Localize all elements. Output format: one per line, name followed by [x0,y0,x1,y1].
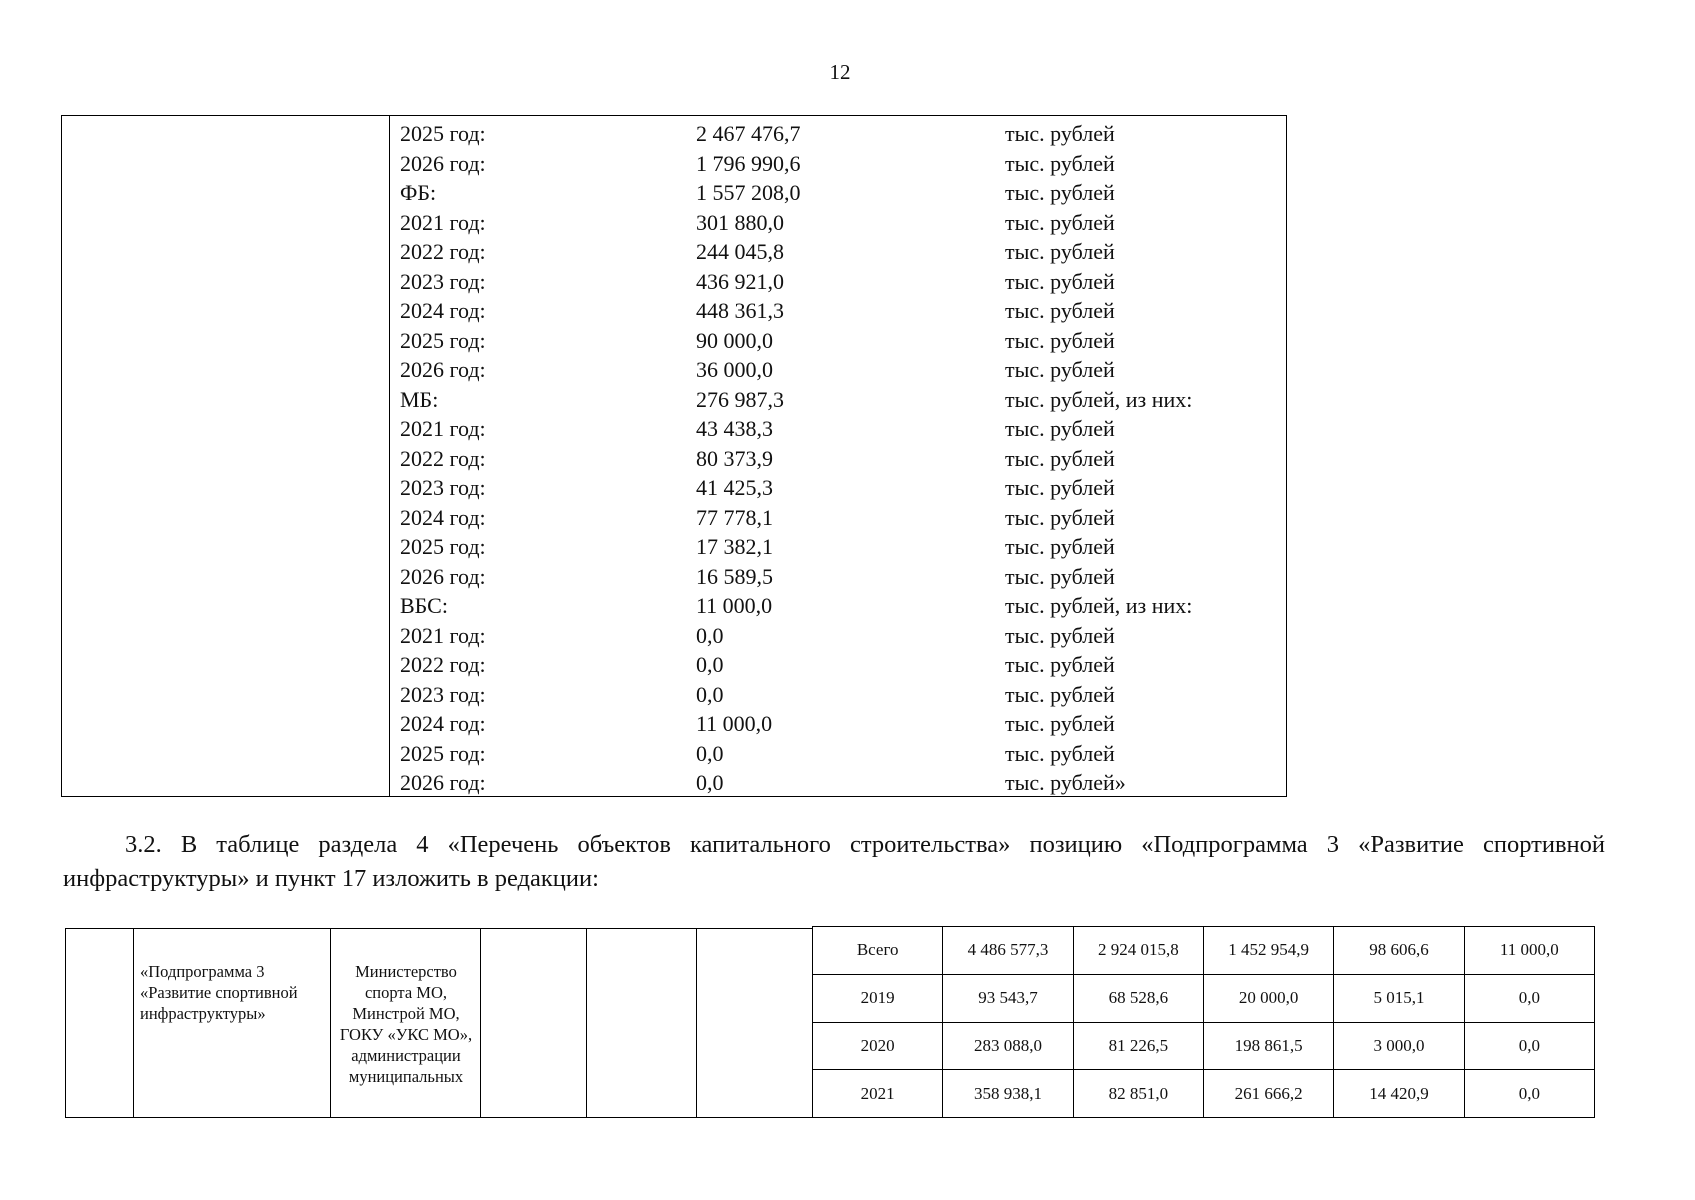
row-unit: тыс. рублей, из них: [1005,386,1193,412]
subprogram-name: «Подпрограмма 3 «Развитие спортивной инфраструктуры» [140,962,298,1023]
row-unit: тыс. рублей, из них: [1005,593,1193,618]
cell-vbs: 0,0 [1464,1022,1594,1070]
cell-vbs: 11 000,0 [1464,927,1594,975]
row-unit: тыс. рублей [1005,416,1115,441]
row-label: 2026 год: [400,770,486,795]
row-unit: тыс. рублей [1005,534,1115,559]
financing-row [400,326,1286,356]
financing-row [400,768,1286,798]
row-value: 436 921,0 [696,268,784,294]
amendment-paragraph-text: 3.2. В таблице раздела 4 «Перечень объектов капитального строительства» позицию «Подпрограмма 3 «Развитие спортивной инфраструктуры» и пункт 17 изложить в редакции: [63,831,1605,892]
executors-cell: Министерство спорта МО, Минстрой МО, ГОКУ «УКС МО», администрации муниципальных [339,962,473,1086]
financing-rows [400,119,1286,798]
table-column-divider [696,929,697,1117]
cell-year: Всего [813,927,943,975]
financing-row [400,650,1286,680]
cell-fb: 81 226,5 [1073,1022,1203,1070]
financing-row [400,503,1286,533]
table-column-divider [480,929,481,1117]
row-unit: тыс. рублей» [1005,770,1126,795]
table-row [813,1070,1595,1118]
row-value: 41 425,3 [696,475,773,500]
row-value: 43 438,3 [696,416,773,441]
row-unit: тыс. рублей [1005,150,1115,176]
amendment-paragraph [63,828,1605,896]
row-value: 11 000,0 [696,711,773,736]
table-column-divider [133,929,134,1117]
financing-row [400,355,1286,385]
row-value: 2 467 476,7 [696,121,801,146]
row-value: 0,0 [696,770,724,795]
cell-year: 2019 [813,974,943,1022]
table-row [813,927,1595,975]
row-label: 2022 год: [400,652,486,677]
row-unit: тыс. рублей [1005,298,1115,323]
row-label: 2021 год: [400,209,486,235]
page-number: 12 [829,60,851,84]
row-value: 16 589,5 [696,563,773,589]
row-unit: тыс. рублей [1005,652,1115,677]
financing-row [400,414,1286,444]
financing-row [400,621,1286,651]
financing-row [400,444,1286,474]
financing-row [400,178,1286,208]
cell-fb: 68 528,6 [1073,974,1203,1022]
objects-financing-grid [812,926,1595,1118]
financing-row [400,562,1286,592]
row-label: 2026 год: [400,150,486,176]
table-column-divider [389,116,390,796]
cell-vbs: 0,0 [1464,974,1594,1022]
cell-year: 2020 [813,1022,943,1070]
row-value: 0,0 [696,681,724,707]
cell-total: 4 486 577,3 [943,927,1073,975]
row-value: 1 557 208,0 [696,180,801,205]
row-unit: тыс. рублей [1005,504,1115,530]
cell-fb: 2 924 015,8 [1073,927,1203,975]
row-label: 2026 год: [400,357,486,382]
financing-row [400,237,1286,267]
row-label: 2026 год: [400,563,486,589]
financing-row [400,680,1286,710]
financing-row [400,296,1286,326]
row-label: 2024 год: [400,298,486,323]
row-label: 2025 год: [400,327,486,353]
row-value: 1 796 990,6 [696,150,801,176]
row-value: 276 987,3 [696,386,784,412]
row-unit: тыс. рублей [1005,327,1115,353]
financing-row [400,739,1286,769]
row-value: 36 000,0 [696,357,773,382]
cell-ob: 1 452 954,9 [1203,927,1333,975]
financing-row [400,208,1286,238]
row-value: 448 361,3 [696,298,784,323]
row-unit: тыс. рублей [1005,180,1115,205]
row-label: 2023 год: [400,268,486,294]
cell-fb: 82 851,0 [1073,1070,1203,1118]
row-label: 2022 год: [400,239,486,264]
cell-vbs: 0,0 [1464,1070,1594,1118]
cell-mb: 3 000,0 [1334,1022,1464,1070]
objects-table-left [65,928,813,1118]
cell-ob: 261 666,2 [1203,1070,1333,1118]
row-label: 2022 год: [400,445,486,471]
row-value: 11 000,0 [696,593,773,618]
row-label: 2024 год: [400,711,486,736]
row-unit: тыс. рублей [1005,711,1115,736]
cell-mb: 14 420,9 [1334,1070,1464,1118]
row-unit: тыс. рублей [1005,209,1115,235]
table-row [813,1022,1595,1070]
row-value: 90 000,0 [696,327,773,353]
row-value: 0,0 [696,740,724,766]
row-unit: тыс. рублей [1005,475,1115,500]
cell-ob: 20 000,0 [1203,974,1333,1022]
cell-mb: 5 015,1 [1334,974,1464,1022]
financing-row [400,267,1286,297]
row-value: 0,0 [696,622,724,648]
row-label: 2021 год: [400,416,486,441]
row-value: 77 778,1 [696,504,773,530]
row-value: 301 880,0 [696,209,784,235]
table-row [813,974,1595,1022]
row-label: 2025 год: [400,740,486,766]
cell-mb: 98 606,6 [1334,927,1464,975]
row-unit: тыс. рублей [1005,445,1115,471]
cell-year: 2021 [813,1070,943,1118]
row-value: 244 045,8 [696,239,784,264]
financing-row [400,149,1286,179]
row-label: 2021 год: [400,622,486,648]
row-value: 17 382,1 [696,534,773,559]
financing-row [400,473,1286,503]
row-value: 80 373,9 [696,445,773,471]
row-value: 0,0 [696,652,724,677]
row-label: ФБ: [400,180,437,205]
row-label: ВБС: [400,593,448,618]
row-unit: тыс. рублей [1005,622,1115,648]
row-unit: тыс. рублей [1005,681,1115,707]
cell-total: 93 543,7 [943,974,1073,1022]
row-unit: тыс. рублей [1005,357,1115,382]
table-column-divider [586,929,587,1117]
row-label: 2024 год: [400,504,486,530]
cell-total: 283 088,0 [943,1022,1073,1070]
row-label: МБ: [400,386,439,412]
row-label: 2023 год: [400,475,486,500]
financing-row [400,385,1286,415]
cell-total: 358 938,1 [943,1070,1073,1118]
row-unit: тыс. рублей [1005,563,1115,589]
row-unit: тыс. рублей [1005,740,1115,766]
row-label: 2025 год: [400,121,486,146]
financing-row [400,591,1286,621]
cell-ob: 198 861,5 [1203,1022,1333,1070]
financing-row [400,532,1286,562]
row-unit: тыс. рублей [1005,121,1115,146]
financing-table [61,115,1287,797]
financing-row [400,119,1286,149]
financing-row [400,709,1286,739]
row-unit: тыс. рублей [1005,239,1115,264]
row-label: 2025 год: [400,534,486,559]
row-label: 2023 год: [400,681,486,707]
row-unit: тыс. рублей [1005,268,1115,294]
table-column-divider [330,929,331,1117]
